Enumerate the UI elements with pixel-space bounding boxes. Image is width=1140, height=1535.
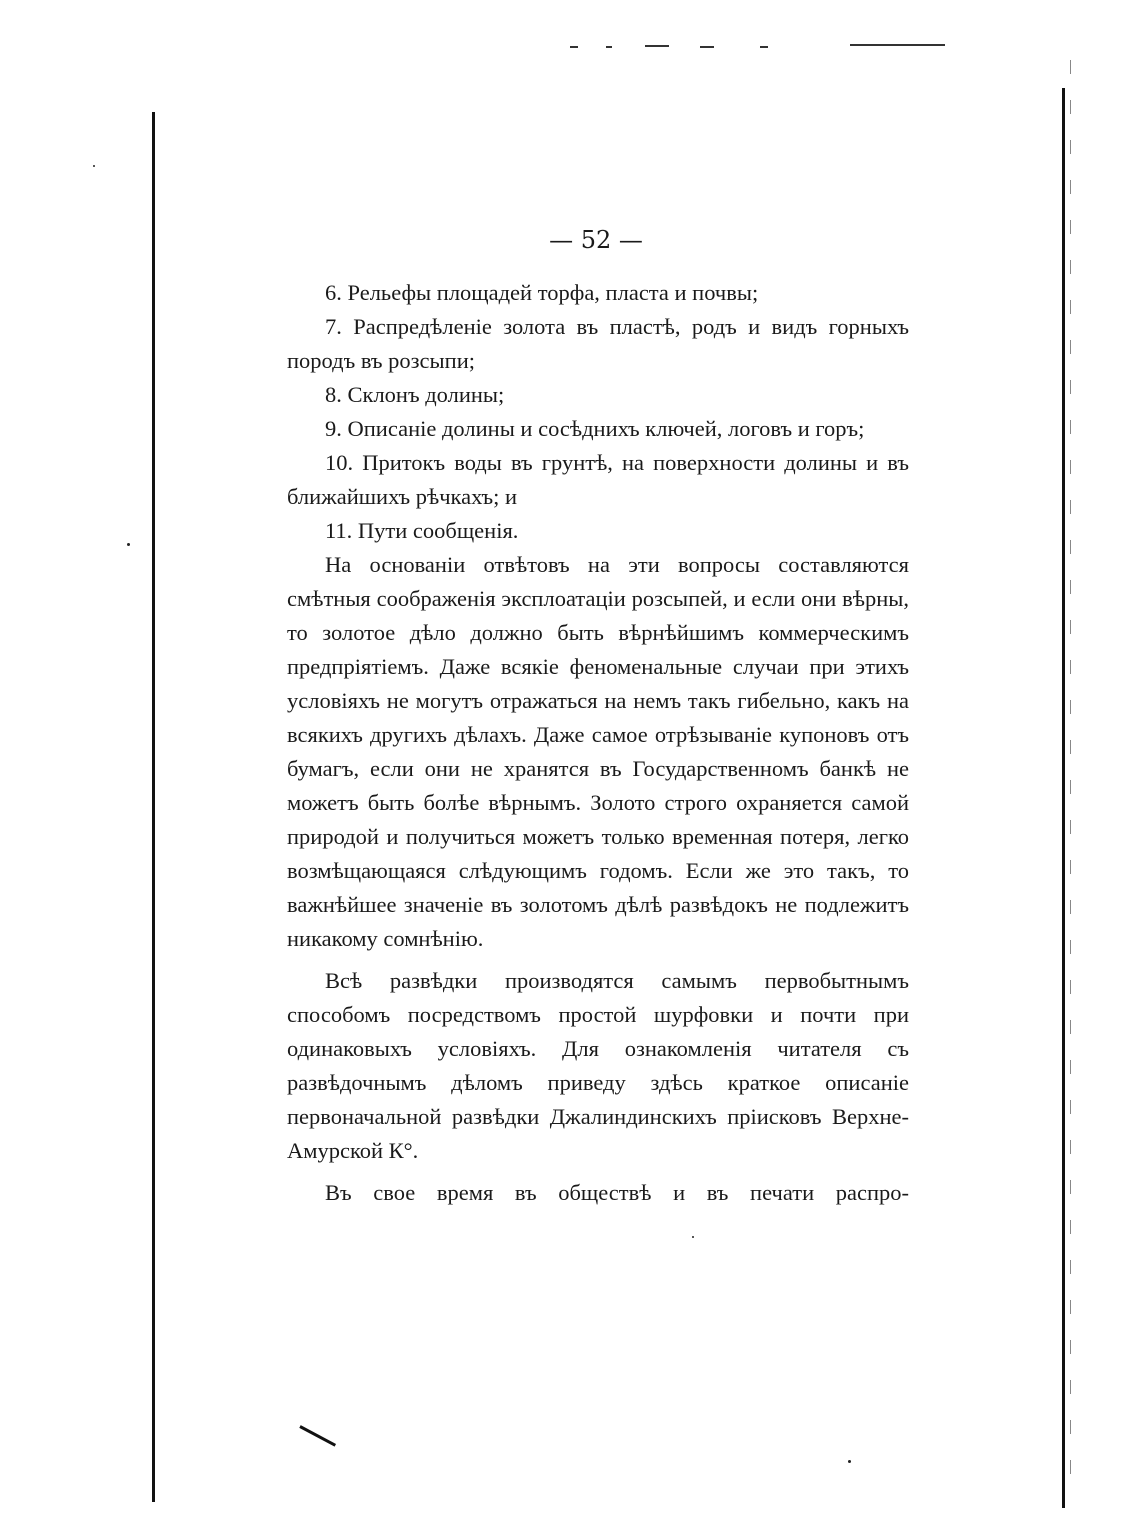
list-item: 6. Рельефы площадей торфа, пласта и почвы; [325, 280, 759, 305]
scan-speck [848, 1460, 851, 1463]
paragraph: На основаніи отвѣтовъ на эти вопросы составляются смѣтныя соображенія эксплоатаціи розсыпей, и если они вѣрны, то золотое дѣло должно быть вѣрнѣйшимъ коммерческимъ предпріятіемъ. Даже всякіе феноменальные случаи при этихъ условіяхъ не могутъ отражаться на немъ такъ гибельно, какъ на всякихъ другихъ дѣлахъ. Даже самое отрѣзываніе купоновъ отъ бумагъ, если они не хранятся въ Государственномъ банкѣ не можетъ быть болѣе вѣрнымъ. Золото строго охраняется самой природой и получиться можетъ только временная потеря, легко возмѣщающаяся слѣдующимъ годомъ. Если же это такъ, то важнѣйшее значеніе въ золотомъ дѣлѣ развѣдокъ не подлежитъ никакому сомнѣнію. [287, 552, 909, 951]
body-text [287, 276, 909, 1210]
right-faint-edge-line [1070, 60, 1071, 1500]
scan-speck [127, 543, 130, 546]
top-scan-dash [570, 46, 578, 48]
top-scan-dash [850, 44, 945, 46]
top-scan-dash [760, 46, 768, 48]
top-scan-dash [700, 46, 714, 48]
list-item: 9. Описаніе долины и сосѣднихъ ключей, логовъ и горъ; [325, 416, 865, 441]
top-scan-dash [606, 46, 612, 48]
scan-speck [93, 165, 95, 167]
paragraph: Всѣ развѣдки производятся самымъ первобытнымъ способомъ посредствомъ простой шурфовки и почти при одинаковыхъ условіяхъ. Для ознакомленія читателя съ развѣдочнымъ дѣломъ приведу здѣсь краткое описаніе первоначальной развѣдки Джалиндинскихъ пріисковъ Верхне-Амурской К°. [287, 968, 909, 1163]
right-page-edge-rule [1062, 88, 1065, 1508]
top-scan-dash [645, 45, 669, 47]
list-item: 7. Распредѣленіе золота въ пластѣ, родъ и видъ горныхъ породъ въ розсыпи; [287, 314, 909, 373]
scan-ink-stroke [299, 1425, 336, 1446]
paragraph: Въ свое время въ обществѣ и въ печати распро- [325, 1180, 909, 1205]
list-item: 11. Пути сообщенія. [325, 518, 519, 543]
left-page-edge-rule [152, 112, 155, 1502]
page-number: — 52 — [549, 226, 643, 254]
scan-speck [692, 1236, 694, 1238]
list-item: 10. Притокъ воды въ грунтѣ, на поверхности долины и въ ближайшихъ рѣчкахъ; и [287, 450, 909, 509]
list-item: 8. Склонъ долины; [325, 382, 505, 407]
